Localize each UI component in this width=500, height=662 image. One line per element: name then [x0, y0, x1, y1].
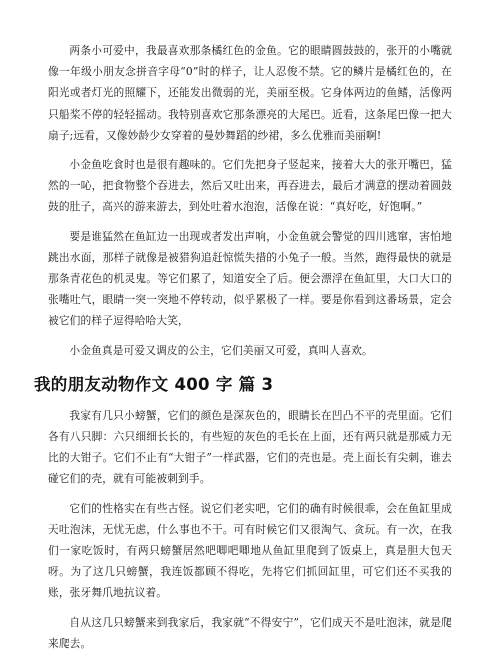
paragraph: 两条小可爱中，我最喜欢那条橘红色的金鱼。它的眼睛圆鼓鼓的，张开的小嘴就像一年级小朋友念拼音字母“0”时的样子，让人忍俊不禁。它的鳞片是橘红色的，在阳光或者灯光的照耀下，还能发出微弱的光，美丽至极。它身体两边的鱼鳍，活像两只船桨不停的轻轻摇动。我特别喜欢它那条漂亮的大尾巴。近看，这条尾巴像一把大扇子;远看，又像妙龄少女穿着的曼妙舞蹈的纱裙，多么优雅而美丽啊! — [48, 44, 452, 142]
document-body — [34, 40, 452, 662]
paragraph: 它们的性格实在有些古怪。说它们老实吧，它们的确有时候很乖，会在鱼缸里成天吐泡沫，无忧无虑，什么事也不干。可有时候它们又很淘气、贪玩。有一次，在我们一家吃饭时，有两只螃蟹居然吧唧吧唧地从鱼缸里爬到了饭桌上，真是胆大包天呀。为了这几只螃蟹，我连饭都顾不得吃，先将它们抓回缸里，可它们还不买我的账，张牙舞爪地抗议着。 — [48, 501, 452, 600]
paragraph: 我家有几只小螃蟹，它们的颜色是深灰色的，眼睛长在凹凸不平的壳里面。它们各有八只脚：六只细细长长的，有些短的灰色的毛长在上面，还有两只就是那威力无比的大钳子。它们不止有“大钳子”一样武器，它们的壳也是。壳上面长有尖刺，谁去碰它们的壳，就有可能被刺到手。 — [48, 408, 452, 486]
section-heading: 我的朋友动物作文 400 字 篇 3 — [34, 374, 274, 394]
paragraph: 小金鱼吃食时也是很有趣味的。它们先把身子竖起来，接着大大的张开嘴巴，猛然的一吣，把食物整个吞进去，然后又吐出来，再吞进去，最后才满意的摆动着圆鼓鼓的肚子，高兴的游来游去，到处吐着水泡泡，活像在说：“真好吃，好饱啊。” — [48, 158, 452, 214]
paragraph: 自从这几只螃蟹来到我家后，我家就“不得安宁”，它们成天不是吐泡沫，就是爬来爬去。 — [48, 615, 452, 650]
paragraph: 要是谁猛然在鱼缸边一出现或者发出声响，小金鱼就会警觉的四川逃窜，害怕地跳出水面，那样子就像是被猎狗追赶惊慌失措的小兔子一般。当然，跑得最快的就是那条青花色的机灵鬼。等它们累了，知道安全了后。便会漂浮在鱼缸里，大口大口的张嘴吐气，眼睛一突一突地不停转动，似乎累极了一样。要是你看到这番场景，定会被它们的样子逗得哈哈大笑， — [48, 229, 452, 328]
paragraph: 小金鱼真是可爱又调皮的公主，它们美丽又可爱，真叫人喜欢。 — [69, 343, 373, 357]
